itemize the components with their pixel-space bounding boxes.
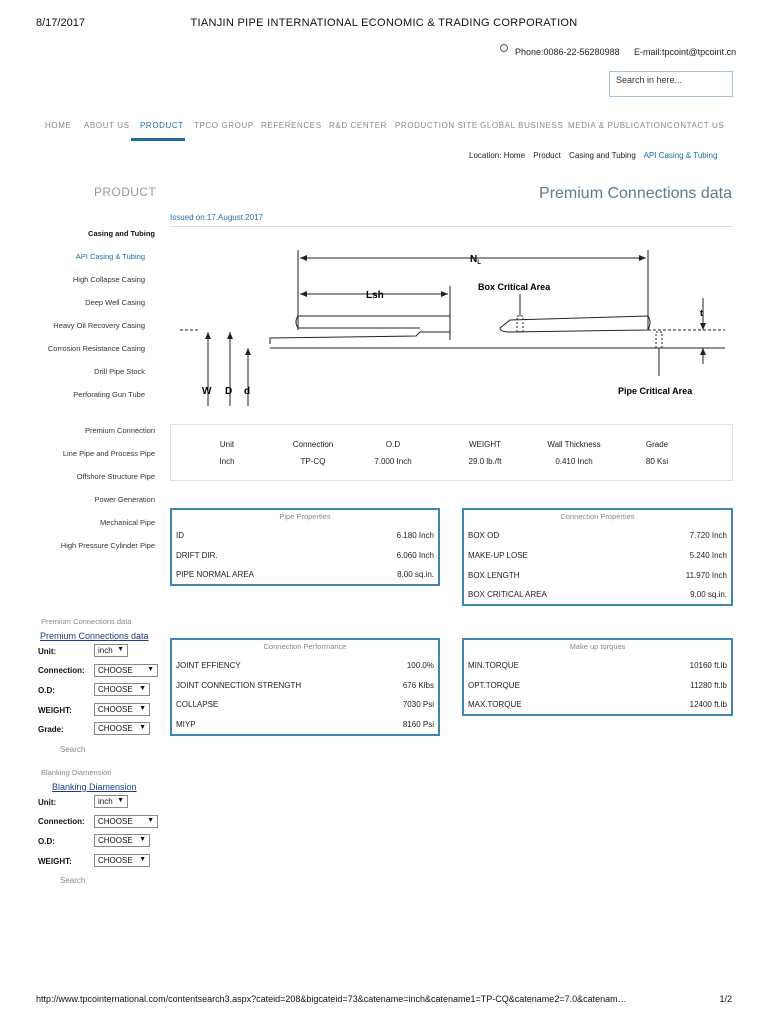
chevron-down-icon: ▼ <box>139 705 146 712</box>
table-row <box>176 720 434 732</box>
sidebar-item-high-collapse[interactable]: High Collapse Casing <box>72 275 145 284</box>
make-up-torques-title: Make up torques <box>569 642 626 651</box>
nav-media-publication[interactable]: MEDIA & PUBLICATION <box>568 121 667 130</box>
nav-rd-center[interactable]: R&D CENTER <box>329 121 388 130</box>
print-footer-page: 1/2 <box>719 994 732 1004</box>
make-up-torques-panel <box>462 638 733 716</box>
prop-value: 11.970 Inch <box>685 571 727 580</box>
chevron-down-icon: ▼ <box>139 685 146 692</box>
connection-diagram <box>170 236 735 414</box>
table-row <box>468 590 727 602</box>
form2-weight-select[interactable]: CHOOSE ▼ <box>94 854 150 867</box>
sidebar-heading: PRODUCT <box>94 185 157 199</box>
sidebar-item-casing-tubing[interactable]: Casing and Tubing <box>88 229 155 238</box>
breadcrumb-casing[interactable]: Casing and Tubing <box>569 151 636 160</box>
prop-key: BOX LENGTH <box>468 571 520 580</box>
form1-link[interactable]: Premium Connections data <box>40 631 149 641</box>
sidebar-item-drill-pipe[interactable]: Drill Pipe Stock <box>94 367 145 376</box>
nav-contact-us[interactable]: CONTACT US <box>667 121 725 130</box>
table-row <box>176 681 434 693</box>
spec-value-connection: TP-CQ <box>300 457 326 466</box>
prop-value: 100.0% <box>406 661 434 670</box>
prop-key: JOINT EFFIENCY <box>176 661 241 670</box>
table-row <box>176 570 434 582</box>
spec-header-grade: Grade <box>645 440 669 449</box>
prop-key: MIN.TORQUE <box>468 661 519 670</box>
prop-value: 6.180 Inch <box>396 531 434 540</box>
form2-unit-label: Unit: <box>38 798 57 807</box>
contact-phone: Phone:0086-22-56280988 <box>515 47 620 57</box>
table-row <box>468 571 727 583</box>
sidebar-item-deep-well[interactable]: Deep Well Casing <box>85 298 145 307</box>
nav-about-us[interactable]: ABOUT US <box>84 121 130 130</box>
form1-connection-select[interactable]: CHOOSE ▼ <box>94 664 158 677</box>
prop-key: JOINT CONNECTION STRENGTH <box>176 681 302 690</box>
pipe-properties-panel <box>170 508 440 586</box>
prop-key: MAX.TORQUE <box>468 700 522 709</box>
diagram-label-t: t <box>700 308 703 318</box>
spec-table <box>170 424 733 481</box>
chevron-down-icon: ▼ <box>139 856 146 863</box>
connection-performance-title: Connection Performance <box>263 642 347 651</box>
sidebar-item-heavy-oil[interactable]: Heavy Oil Recovery Casing <box>53 321 145 330</box>
form1-od-select[interactable]: CHOOSE ▼ <box>94 683 150 696</box>
table-row <box>468 681 727 693</box>
connection-properties-title: Connection Properties <box>560 512 635 521</box>
prop-value: 7030 Psi <box>402 700 434 709</box>
form2-od-label: O.D: <box>38 837 55 846</box>
prop-value: 8160 Psi <box>402 720 434 729</box>
table-row <box>176 661 434 673</box>
diagram-label-d-upper: D <box>225 386 233 397</box>
diagram-label-lsh: Lsh <box>366 290 384 301</box>
sidebar-item-offshore[interactable]: Offshore Structure Pipe <box>76 472 155 481</box>
nav-product[interactable]: PRODUCT <box>140 121 184 130</box>
print-footer-url: http://www.tpcointernational.com/contentsearch3.aspx?cateid=208&bigcateid=73&catename=inch&catename1=TP-CQ&catename2=7.0&catenam… <box>36 994 627 1004</box>
nav-production-site[interactable]: PRODUCTION SITE <box>395 121 478 130</box>
form2-od-select[interactable]: CHOOSE ▼ <box>94 834 150 847</box>
form1-unit-select[interactable]: inch ▼ <box>94 644 128 657</box>
form2-connection-select[interactable]: CHOOSE ▼ <box>94 815 158 828</box>
breadcrumb <box>469 151 723 160</box>
prop-key: PIPE NORMAL AREA <box>176 570 254 579</box>
connection-performance-panel <box>170 638 440 736</box>
table-row <box>468 700 727 712</box>
nav-references[interactable]: REFERENCES <box>261 121 322 130</box>
chevron-down-icon: ▼ <box>139 836 146 843</box>
chevron-down-icon: ▼ <box>147 817 154 824</box>
print-date: 8/17/2017 <box>36 17 85 29</box>
prop-key: COLLAPSE <box>176 700 219 709</box>
spec-header-weight: WEIGHT <box>469 440 501 449</box>
chevron-down-icon: ▼ <box>139 724 146 731</box>
prop-value: 11280 ft.lb <box>690 681 727 690</box>
spec-value-weight: 29.0 lb./ft <box>468 457 502 466</box>
diagram-label-w: W <box>202 386 212 397</box>
prop-value: 6.060 Inch <box>396 551 434 560</box>
sidebar-item-api-casing[interactable]: API Casing & Tubing <box>75 252 145 261</box>
spec-header-od: O.D <box>385 440 401 449</box>
prop-value: 10160 ft.lb <box>689 661 727 670</box>
table-row <box>468 551 727 563</box>
diagram-label-nl: $N_L$ <box>470 254 481 266</box>
form2-unit-select[interactable]: inch ▼ <box>94 795 128 808</box>
form1-search-button[interactable]: Search <box>60 745 86 754</box>
spec-value-od: 7.000 Inch <box>374 457 412 466</box>
spec-header-wall-thickness: Wall Thickness <box>547 440 601 449</box>
prop-value: 7.720 Inch <box>689 531 727 540</box>
form1-connection-label: Connection: <box>38 666 85 675</box>
spec-value-unit: Inch <box>219 457 235 466</box>
table-row <box>176 700 434 712</box>
nav-tpco-group[interactable]: TPCO GROUP <box>194 121 254 130</box>
form1-grade-label: Grade: <box>38 725 64 734</box>
page-title: Premium Connections data <box>539 185 732 202</box>
diagram-label-pipe-area: Pipe Critical Area <box>618 386 693 396</box>
pipe-properties-title: Pipe Properties <box>279 512 331 521</box>
chevron-down-icon: ▼ <box>117 797 124 804</box>
chevron-down-icon: ▼ <box>147 666 154 673</box>
breadcrumb-product[interactable]: Product <box>533 151 561 160</box>
nav-home[interactable]: HOME <box>45 121 72 130</box>
connection-properties-panel <box>462 508 733 606</box>
prop-value: 676 Klbs <box>402 681 434 690</box>
prop-key: ID <box>176 531 184 540</box>
form2-connection-label: Connection: <box>38 817 85 826</box>
nav-active-indicator <box>131 138 185 141</box>
spec-header-unit: Unit <box>219 440 235 449</box>
contact-email: E-mail:tpcoint@tpcoint.cn <box>634 47 737 57</box>
prop-key: MIYP <box>176 720 196 729</box>
breadcrumb-home[interactable]: Location: Home <box>469 151 526 160</box>
print-title: TIANJIN PIPE INTERNATIONAL ECONOMIC & TRADING CORPORATION <box>190 17 578 29</box>
sidebar-item-high-pressure[interactable]: High Pressure Cylinder Pipe <box>60 541 155 550</box>
diagram-label-box-area: Box Critical Area <box>478 282 551 292</box>
form2-link[interactable]: Blanking Diamension <box>52 782 137 792</box>
table-row <box>468 661 727 673</box>
prop-value: 5.240 Inch <box>689 551 727 560</box>
sidebar-item-corrosion[interactable]: Corrosion Resistance Casing <box>47 344 145 353</box>
spec-value-wall-thickness: 0.410 Inch <box>555 457 593 466</box>
phone-icon <box>500 44 508 52</box>
form1-weight-select[interactable]: CHOOSE ▼ <box>94 703 150 716</box>
form2-section-title: Blanking Diamension <box>41 768 112 777</box>
form1-unit-label: Unit: <box>38 647 57 656</box>
form1-section-title: Premium Connections data <box>41 617 132 626</box>
form2-search-button[interactable]: Search <box>60 876 86 885</box>
breadcrumb-current: API Casing & Tubing <box>643 151 718 160</box>
issued-date: Issued on:17.August.2017 <box>170 213 263 222</box>
prop-key: OPT.TORQUE <box>468 681 520 690</box>
chevron-down-icon: ▼ <box>117 646 124 653</box>
sidebar-item-premium-connection[interactable]: Premium Connection <box>84 426 155 435</box>
sidebar-item-power-generation[interactable]: Power Generation <box>94 495 155 504</box>
sidebar-item-perforating[interactable]: Perforating Gun Tube <box>73 390 145 399</box>
sidebar-item-mechanical[interactable]: Mechanical Pipe <box>99 518 155 527</box>
prop-key: MAKE-UP LOSE <box>468 551 528 560</box>
table-row <box>468 531 727 543</box>
prop-key: BOX OD <box>468 531 500 540</box>
form1-weight-label: WEIGHT: <box>38 706 72 715</box>
form1-grade-select[interactable]: CHOOSE ▼ <box>94 722 150 735</box>
prop-key: BOX CRITICAL AREA <box>468 590 547 599</box>
title-divider <box>170 226 733 227</box>
form1-od-label: O.D: <box>38 686 55 695</box>
table-row <box>176 551 434 563</box>
prop-value: 9.00 sq.in. <box>690 590 727 599</box>
search-input[interactable]: Search in here... <box>609 71 733 97</box>
form2-weight-label: WEIGHT: <box>38 857 72 866</box>
spec-value-grade: 80 Ksi <box>645 457 669 466</box>
nav-global-business[interactable]: GLOBAL BUSINESS <box>480 121 564 130</box>
prop-value: 12400 ft.lb <box>689 700 727 709</box>
prop-value: 8.00 sq.in. <box>397 570 434 579</box>
diagram-label-d-lower: d <box>244 386 251 397</box>
spec-header-connection: Connection <box>292 440 334 449</box>
sidebar-item-line-pipe[interactable]: Line Pipe and Process Pipe <box>62 449 155 458</box>
prop-key: DRIFT DIR. <box>176 551 218 560</box>
table-row <box>176 531 434 543</box>
